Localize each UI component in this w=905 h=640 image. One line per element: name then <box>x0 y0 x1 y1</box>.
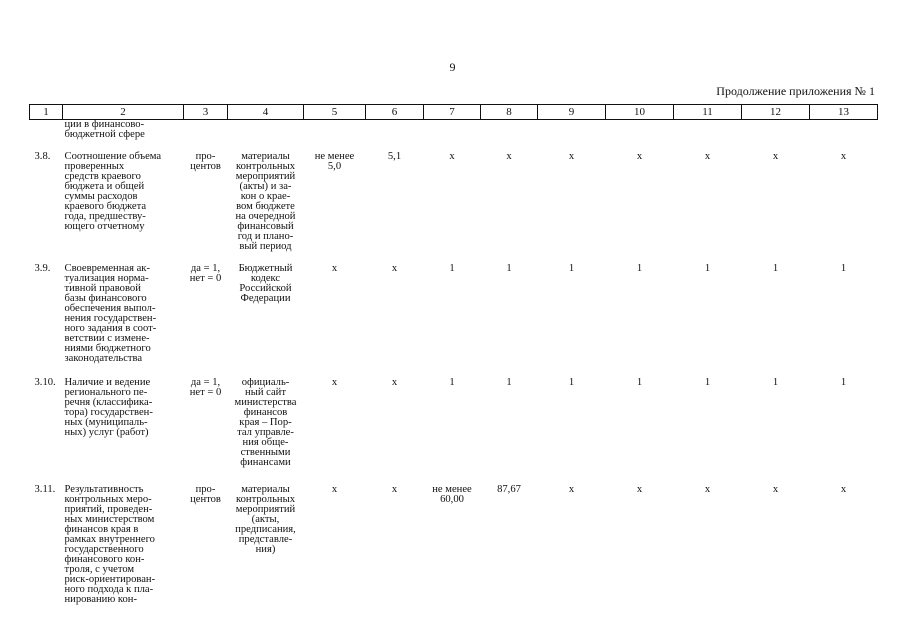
header-cell-col-13: 13 <box>810 105 878 120</box>
value-col-7-cell: не менее 60,00 <box>432 483 472 505</box>
indicators-table-container <box>29 104 877 623</box>
header-cell-col-2: 2 <box>63 105 184 120</box>
value-col-13-cell: 1 <box>840 376 847 388</box>
value-col-13-cell: x <box>840 150 847 162</box>
table-body <box>30 120 878 623</box>
value-col-11-cell: 1 <box>704 262 711 274</box>
carry-over-empty-cells <box>184 120 878 150</box>
value-col-8-cell: 87,67 <box>497 483 521 495</box>
indicator-name-cell: Результативность контрольных меро- приятий, проведен- ных министерством финансов края в рамках внутреннего государственного финансового кон- троля, с учетом риск-ориентирован- ного подхода к пла- нированию кон- <box>64 483 156 605</box>
header-cell-col-9: 9 <box>538 105 606 120</box>
unit-of-measure-cell: про- центов <box>190 483 221 505</box>
unit-of-measure-cell: да = 1, нет = 0 <box>189 376 222 398</box>
value-col-10-cell: 1 <box>636 262 643 274</box>
value-col-5-cell: x <box>331 262 338 274</box>
value-col-8-cell: x <box>506 150 512 162</box>
value-col-5-cell: не менее 5,0 <box>314 150 355 172</box>
header-cell-col-5: 5 <box>304 105 366 120</box>
value-col-5-cell: x <box>331 376 338 388</box>
carry-over-row <box>30 120 878 150</box>
value-col-13-cell: 1 <box>840 262 847 274</box>
table-header <box>30 105 878 120</box>
value-col-6-cell: x <box>391 376 398 388</box>
data-source-cell: Бюджетный кодекс Российской Федерации <box>238 262 293 304</box>
value-col-7-cell: 1 <box>449 376 455 388</box>
header-cell-col-11: 11 <box>674 105 742 120</box>
value-col-9-cell: x <box>568 150 575 162</box>
indicator-name-cell: Соотношение объема проверенных средств краевого бюджета и общей суммы расходов краевого бюджета года, предшеству- ющего отчетному <box>64 150 162 232</box>
indicator-name-cell: Наличие и ведение регионального пе- речня (классифика- тора) государствен- ных (муниципаль- ных) услуг (работ) <box>64 376 153 438</box>
data-source-cell: материалы контрольных мероприятий (акты) и за- кон о крае- вом бюджете на очередной финансовый год и плано- вый период <box>235 150 296 252</box>
header-cell-col-4: 4 <box>228 105 304 120</box>
value-col-12-cell: x <box>772 150 779 162</box>
value-col-13-cell: x <box>840 483 847 495</box>
value-col-7-cell: 1 <box>449 262 455 274</box>
value-col-11-cell: x <box>704 483 711 495</box>
header-cell-col-6: 6 <box>366 105 424 120</box>
value-col-11-cell: x <box>704 150 711 162</box>
header-cell-col-3: 3 <box>184 105 228 120</box>
table-row <box>30 376 878 483</box>
unit-of-measure-cell: да = 1, нет = 0 <box>189 262 222 284</box>
row-number-cell: 3.8. <box>34 150 51 162</box>
value-col-6-cell: x <box>391 483 398 495</box>
value-col-11-cell: 1 <box>704 376 711 388</box>
header-cell-col-1: 1 <box>30 105 63 120</box>
header-cell-col-12: 12 <box>742 105 810 120</box>
carry-over-num-cell <box>30 120 63 150</box>
header-cell-col-7: 7 <box>424 105 481 120</box>
value-col-9-cell: 1 <box>568 376 575 388</box>
carry-over-text: ции в финансово- бюджетной сфере <box>64 119 145 140</box>
value-col-9-cell: 1 <box>568 262 575 274</box>
value-col-6-cell: 5,1 <box>387 150 402 162</box>
data-source-cell: официаль- ный сайт министерства финансов края – Пор- тал управле- ния обще- ственными финансами <box>234 376 297 468</box>
row-number-cell: 3.10. <box>34 376 56 388</box>
value-col-9-cell: x <box>568 483 575 495</box>
table-row <box>30 262 878 376</box>
value-col-8-cell: 1 <box>506 376 512 388</box>
value-col-10-cell: x <box>636 483 643 495</box>
row-number-cell: 3.9. <box>34 262 51 274</box>
indicator-name-cell: Своевременная ак- туализация норма- тивной правовой базы финансового обеспечения выпол- нения государствен- ного задания в соот- ветствии с измене- ниями бюджетного законодательства <box>64 262 157 364</box>
data-source-cell: материалы контрольных мероприятий (акты, предписания, представле- ния) <box>235 483 296 555</box>
value-col-5-cell: x <box>331 483 338 495</box>
unit-of-measure-cell: про- центов <box>190 150 221 172</box>
value-col-6-cell: x <box>391 262 398 274</box>
value-col-7-cell: x <box>449 150 455 162</box>
appendix-continuation-label: Продолжение приложения № 1 <box>716 84 875 98</box>
page-number: 9 <box>449 60 456 74</box>
value-col-12-cell: x <box>772 483 779 495</box>
header-cell-col-10: 10 <box>606 105 674 120</box>
value-col-10-cell: 1 <box>636 376 643 388</box>
value-col-8-cell: 1 <box>506 262 512 274</box>
indicators-table <box>29 104 878 623</box>
value-col-12-cell: 1 <box>772 262 779 274</box>
header-cell-col-8: 8 <box>481 105 538 120</box>
value-col-12-cell: 1 <box>772 376 779 388</box>
header-row <box>30 105 878 120</box>
row-number-cell: 3.11. <box>34 483 56 495</box>
table-row <box>30 483 878 623</box>
value-col-10-cell: x <box>636 150 643 162</box>
table-row <box>30 150 878 262</box>
